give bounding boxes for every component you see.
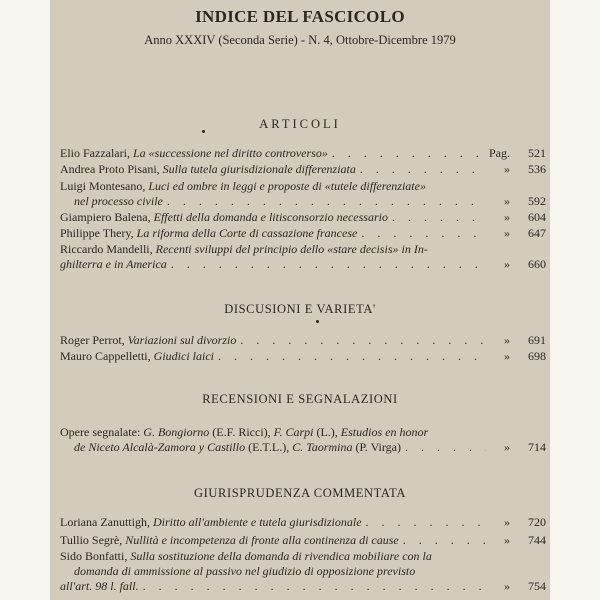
entry-author: G. Bongiorno — [143, 425, 210, 439]
toc-entry — [60, 333, 546, 348]
entry-author: Riccardo Mandelli, — [60, 242, 153, 256]
toc-entry — [60, 549, 546, 594]
entry-reviewer: (L.), — [316, 425, 338, 439]
entry-title: Nullità e incompetenza di fronte alla continenza di cause — [125, 533, 399, 547]
entry-author: Andrea Proto Pisani, — [60, 162, 160, 176]
page-prefix: » — [504, 440, 510, 454]
entry-author: Sido Bonfatti, — [60, 549, 128, 563]
page-number: 536 — [528, 162, 546, 176]
entry-author: F. Carpi — [273, 425, 314, 439]
entry-author: Tullio Segrè, — [60, 533, 123, 547]
entry-reviewer: (E.F. Ricci), — [212, 425, 271, 439]
entry-title: Sulla sostituzione della domanda di rivendica mobiliare con la — [130, 549, 432, 563]
entry-label: Opere segnalate: — [60, 425, 141, 439]
entry-title: Estudios en honor — [340, 425, 429, 439]
page-prefix: » — [504, 349, 510, 363]
entry-author: Luigi Montesano, — [60, 179, 146, 193]
entry-title-continued: ghilterra e in America — [60, 257, 167, 271]
page-prefix: » — [504, 257, 510, 271]
entry-title-continued: nel processo civile — [74, 194, 163, 208]
entry-title: La riforma della Corte di cassazione francese — [136, 226, 358, 240]
page-prefix: » — [504, 162, 510, 176]
page-number: 698 — [528, 349, 546, 363]
entry-title: Effetti della domanda e litisconsorzio necessario — [153, 210, 388, 224]
toc-entry — [60, 226, 546, 241]
toc-entry — [60, 533, 546, 548]
entry-author: Philippe Thery, — [60, 226, 134, 240]
entry-author: Elio Fazzalari, — [60, 146, 130, 160]
section-heading-discussioni: DISCUSIONI E VARIETA' — [224, 302, 376, 316]
issue-subtitle: Anno XXXIV (Seconda Serie) - N. 4, Ottobre-Dicembre 1979 — [144, 33, 456, 47]
page-number: 754 — [528, 579, 546, 593]
page-prefix: » — [504, 226, 510, 240]
page-number: 592 — [528, 194, 546, 208]
toc-entry — [60, 162, 546, 177]
page-title: INDICE DEL FASCICOLO — [195, 7, 405, 26]
page-prefix: » — [504, 579, 510, 593]
toc-entry — [60, 515, 546, 530]
toc-entry — [60, 425, 546, 455]
entry-author: Loriana Zanuttigh, — [60, 515, 150, 529]
entry-author: Giampiero Balena, — [60, 210, 151, 224]
page-number: 691 — [528, 333, 546, 347]
entry-author: C. Taormina — [292, 440, 353, 454]
entry-title: Diritto all'ambiente e tutela giurisdizionale — [152, 515, 362, 529]
page-number: 720 — [528, 515, 546, 529]
entry-title: La «successione nel diritto controverso» — [132, 146, 328, 160]
page-number: 744 — [528, 533, 546, 547]
toc-entry — [60, 210, 546, 225]
decorative-dot — [316, 320, 319, 323]
toc-entry — [60, 179, 546, 209]
entry-title: Variazioni sul divorzio — [127, 333, 237, 347]
entry-title: Sulla tutela giurisdizionale differenziata — [162, 162, 356, 176]
entry-title: Luci ed ombre in leggi e proposte di «tutele differenziate» — [148, 179, 426, 193]
entry-title-continued: all'art. 98 l. fall. — [60, 579, 139, 593]
toc-entry — [60, 349, 546, 364]
entry-title: Giudici laici — [153, 349, 214, 363]
page-prefix: » — [504, 515, 510, 529]
page-number: 714 — [528, 440, 546, 454]
page-prefix: » — [504, 333, 510, 347]
page-prefix: » — [504, 210, 510, 224]
entry-reviewer: (E.T.L.), — [248, 440, 290, 454]
section-heading-articoli: ARTICOLI — [259, 117, 341, 131]
page-number: 604 — [528, 210, 546, 224]
page-prefix: Pag. — [489, 146, 510, 160]
page-number: 521 — [528, 146, 546, 160]
entry-author: Roger Perrot, — [60, 333, 125, 347]
toc-entry — [60, 146, 546, 161]
entry-title-continued: domanda di ammissione al passivo nel giudizio di opposizione previsto — [74, 564, 416, 578]
section-heading-giurisprudenza: GIURISPRUDENZA COMMENTATA — [194, 486, 406, 500]
index-page — [50, 0, 550, 600]
entry-title-continued: de Niceto Alcalà-Zamora y Castillo — [74, 440, 246, 454]
page-prefix: » — [504, 194, 510, 208]
section-heading-recensioni: RECENSIONI E SEGNALAZIONI — [202, 392, 398, 406]
toc-entry — [60, 242, 546, 272]
entry-author: Mauro Cappelletti, — [60, 349, 151, 363]
decorative-dot — [202, 130, 205, 133]
entry-title: Recenti sviluppi del principio dello «stare decisis» in In- — [155, 242, 428, 256]
entry-reviewer: (P. Virga) — [355, 440, 401, 454]
page-prefix: » — [504, 533, 510, 547]
page-number: 647 — [528, 226, 546, 240]
page-number: 660 — [528, 257, 546, 271]
